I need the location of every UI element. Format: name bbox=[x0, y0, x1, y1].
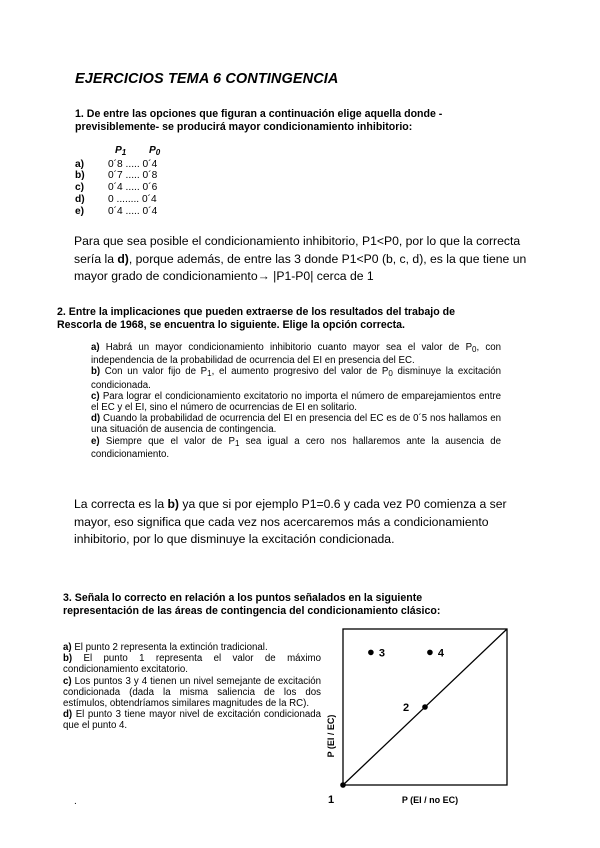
x-axis-label: P (EI / no EC) bbox=[401, 795, 459, 805]
question-1-heading bbox=[75, 108, 509, 133]
page-title: EJERCICIOS TEMA 6 CONTINGENCIA bbox=[75, 71, 339, 87]
option-item: a) Habrá un mayor condicionamiento inhibitorio cuanto mayor sea el valor de $P_0$, con independencia de la probabilidad de ocurrencia del EI en presencia del EC. bbox=[91, 342, 501, 367]
option-item: e) Siempre que el valor de $P_1$ sea igual a cero nos hallaremos ante la ausencia de condicionamiento. bbox=[91, 435, 501, 460]
question-2-text-b: Rescorla de 1968, se encuentra lo siguiente. Elige la opción correcta. bbox=[57, 318, 405, 331]
point-1-label: 1 bbox=[328, 794, 335, 806]
option-item: b) El punto 1 representa el valor de máximo condicionamiento excitatorio. bbox=[63, 653, 321, 676]
question-2-options bbox=[91, 342, 501, 460]
option-item: a) El punto 2 representa la extinción tradicional. bbox=[63, 642, 268, 653]
header-p0: $P_0$ bbox=[149, 145, 161, 157]
contingency-diagram bbox=[318, 620, 518, 815]
question-2-text-a: Entre la implicaciones que pueden extraerse de los resultados del trabajo de bbox=[68, 306, 456, 318]
option-row: c) 0´4 ..... 0´6 bbox=[75, 182, 158, 194]
question-3-options bbox=[63, 642, 321, 732]
question-2-heading bbox=[57, 306, 509, 331]
question-2-answer: La correcta es la b) ya que si por ejemplo P1=0.6 y cada vez P0 comienza a ser mayor, eso significa que cada vez nos acercaremos más a condicionamiento inhibitorio, por lo que disminuye la excitación condicionada. bbox=[74, 497, 507, 546]
question-2-answer-choice: b) bbox=[167, 497, 179, 511]
question-1-text-b: previsiblemente- se producirá mayor condicionamiento inhibitorio: bbox=[75, 120, 413, 133]
option-item: c) Los puntos 3 y 4 tienen un nivel semejante de excitación condicionada (dada la misma saliencia de los dos estímulos, obtendríamos similares magnitudes de la RC). bbox=[63, 675, 321, 710]
point-4-marker bbox=[427, 650, 433, 656]
option-item: b) Con un valor fijo de $P_1$, el aumento progresivo del valor de $P_0$ disminuye la excitación condicionada. bbox=[91, 366, 502, 391]
option-row: d) 0 ........ 0´4 bbox=[75, 193, 157, 205]
question-3-text-b: representación de las áreas de contingencia del condicionamiento clásico: bbox=[63, 604, 441, 617]
y-axis-label: P (EI / EC) bbox=[326, 714, 336, 758]
question-1-options bbox=[75, 145, 160, 217]
option-item: d) Cuando la probabilidad de ocurrencia del EI en presencia del EC es de 0´5 nos hallamos en una situación de ausencia de contingencia. bbox=[91, 413, 501, 436]
option-item: d) El punto 3 tiene mayor nivel de excitación condicionada que el punto 4. bbox=[63, 709, 321, 732]
point-2-label: 2 bbox=[403, 702, 410, 714]
question-1-text-a: De entre las opciones que figuran a continuación elige aquella donde - bbox=[86, 108, 443, 120]
option-row: b) 0´7 ..... 0´8 bbox=[75, 170, 158, 182]
option-row: a) 0´8 ..... 0´4 bbox=[75, 158, 158, 170]
footer-mark: . bbox=[74, 796, 77, 807]
question-1-answer-choice: d) bbox=[117, 251, 129, 266]
point-1-marker bbox=[340, 782, 346, 788]
point-2-marker bbox=[422, 704, 428, 710]
question-3-number: 3. bbox=[63, 592, 72, 604]
option-item: c) Para lograr el condicionamiento excitatorio no importa el número de emparejamientos entre el EC y el EI, sino el número de ocurrencias de EI en solitario. bbox=[91, 390, 501, 414]
question-1-number: 1. bbox=[75, 108, 84, 120]
question-2-number: 2. bbox=[57, 306, 66, 318]
question-1-answer: Para que sea posible el condicionamiento inhibitorio, P1<P0, por lo que la correcta sería la d), porque además, de entre las 3 donde P1<P0 (b, c, d), es la que tiene un mayor grado de condicionamiento→ |P1-P0| cerca de 1 bbox=[74, 234, 527, 283]
header-p1: $P_1$ bbox=[115, 145, 127, 157]
point-3-label: 3 bbox=[378, 647, 386, 660]
point-3-marker bbox=[368, 650, 374, 656]
option-row: e) 0´4 ..... 0´4 bbox=[75, 205, 158, 217]
question-3-text-a: Señala lo correcto en relación a los puntos señalados en la siguiente bbox=[74, 592, 423, 604]
question-3-heading bbox=[63, 592, 509, 617]
point-4-label: 4 bbox=[437, 647, 445, 660]
